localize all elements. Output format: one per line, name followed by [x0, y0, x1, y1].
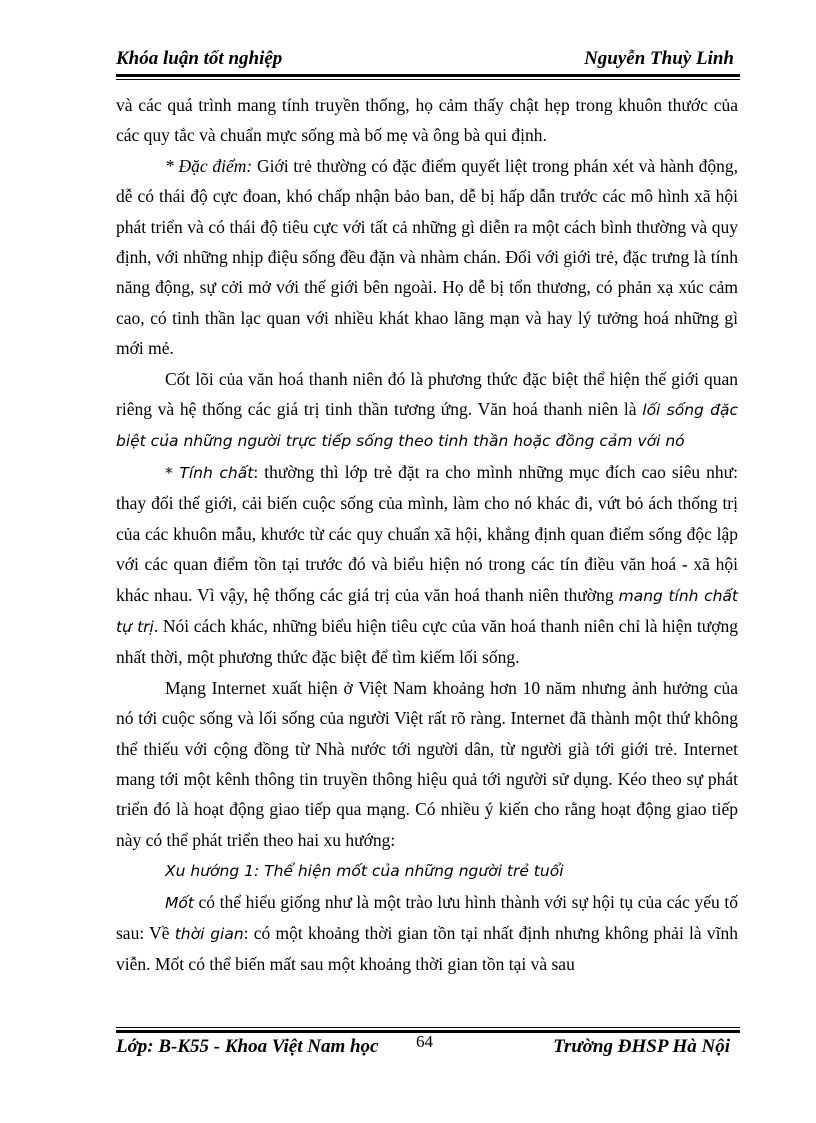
paragraph-nature: * Tính chất: thường thì lớp trẻ đặt ra cho mình những mục đích cao siêu như: thay đổi thế giới, cải biến cuộc sống của mình, làm cho nó khác đi, vứt bỏ ách thống trị của các khuôn mẫu, khước từ các quy chuẩn xã hội, khẳng định quan điểm sống độc lập với các quan điểm tồn tại trước đó và biểu hiện nó trong các tín điều văn hoá - xã hội khác nhau. Vì vậy, hệ thống các giá trị của văn hoá thanh niên thường mang tính chất tự trị. Nói cách khác, những biểu hiện tiêu cực của văn hoá thanh niên chỉ là hiện tượng nhất thời, một phương thức đặc biệt để tìm kiếm lối sống.: [116, 461, 738, 668]
youth-culture-definition: lối sống đặc biệt của những người trực tiếp sống theo tinh thần hoặc đồng cảm với nó: [116, 401, 738, 451]
footer-university: Trường ĐHSP Hà Nội: [553, 1036, 730, 1057]
footer-class-department: Lớp: B-K55 - Khoa Việt Nam học: [116, 1036, 379, 1057]
header-rule-thin: [116, 79, 740, 80]
paragraph-fashion: Mốt có thể hiểu giống như là một trào lưu hình thành với sự hội tụ của các yếu tố sau: Về thời gian: có một khoảng thời gian tồn tại nhất định nhưng không phải là vĩnh viễn. Mốt có thể biến mất sau một khoảng thời gian tồn tại và sau: [116, 891, 738, 975]
header-rule-thick: [116, 74, 740, 77]
paragraph-internet: Mạng Internet xuất hiện ở Việt Nam khoảng hơn 10 năm nhưng ảnh hưởng của nó tới cuộc sống và lối sống của người Việt rất rõ ràng. Internet đã thành một thứ không thể thiếu với cộng đồng từ Nhà nước tới người dân, từ người già tới giới trẻ. Internet mang tới một kênh thông tin truyền thông hiệu quả tới người sử dụng. Kéo theo sự phát triển đó là hoạt động giao tiếp qua mạng. Có nhiều ý kiến cho rằng hoạt động giao tiếp này có thể phát triển theo hai xu hướng:: [116, 677, 738, 850]
header-thesis-title: Khóa luận tốt nghiệp: [116, 48, 283, 69]
autonomy-phrase: mang tính chất tự trị: [116, 586, 738, 636]
body-text: [116, 90, 738, 980]
fashion-term: Mốt: [165, 893, 194, 912]
page-header: [116, 46, 740, 74]
nature-label: * Tính chất: [165, 463, 254, 482]
trend-1-heading: Xu hướng 1: Thể hiện mốt của những người trẻ tuổi: [165, 862, 564, 881]
page-number: 64: [416, 1032, 433, 1051]
footer-rule-thin: [116, 1027, 740, 1028]
characteristics-label: * Đặc điểm:: [165, 155, 253, 176]
paragraph-characteristics: * Đặc điểm: Giới trẻ thường có đặc điểm quyết liệt trong phán xét và hành động, dễ có thái độ cực đoan, khó chấp nhận bảo ban, dễ bị hấp dẫn trước các mô hình xã hội phát triển và có thái độ tiêu cực với tất cả những gì diễn ra một cách bình thường và quy định, với những nhịp điệu sống đều đặn và nhàm chán. Đối với giới trẻ, đặc trưng là tính năng động, sự cởi mở với thế giới bên ngoài. Họ dễ bị tổn thương, có phản xạ xúc cảm cao, có tinh thần lạc quan với nhiều khát khao lãng mạn và hay lý tưởng hoá những gì mới mẻ.: [116, 155, 738, 359]
time-term: thời gian: [174, 924, 244, 943]
header-author-name: Nguyễn Thuỳ Linh: [584, 48, 734, 69]
paragraph-youth-culture-core: Cốt lõi của văn hoá thanh niên đó là phương thức đặc biệt thể hiện thế giới quan riêng và hệ thống các giá trị tinh thần tương ứng. Văn hoá thanh niên là lối sống đặc biệt của những người trực tiếp sống theo tinh thần hoặc đồng cảm với nó: [116, 368, 738, 451]
paragraph-continuation: và các quá trình mang tính truyền thống, họ cảm thấy chật hẹp trong khuôn thước của các quy tắc và chuẩn mực sống mà bố mẹ và ông bà qui định.: [116, 95, 738, 146]
page-footer: [116, 1034, 740, 1064]
